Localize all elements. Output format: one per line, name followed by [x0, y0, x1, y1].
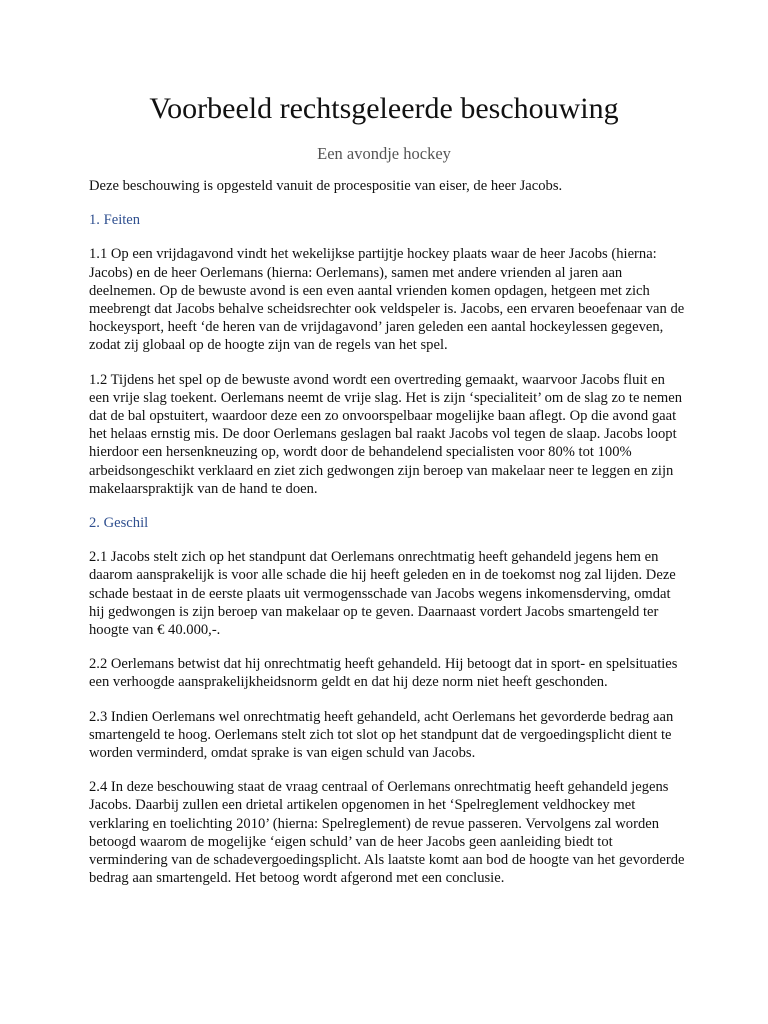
paragraph-2-1: 2.1 Jacobs stelt zich op het standpunt dat Oerlemans onrechtmatig heeft gehandeld jegens hem en daarom aansprakelijk is voor alle schade die hij heeft geleden en in de toekomst nog zal lijden. Deze schade bestaat in de eerste plaats uit vermogensschade van Jacobs wegens inkomensderving, omdat hij gedwongen is zijn beroep van makelaar op te geven. Daarnaast vordert Jacobs smartengeld ter hoogte van € 40.000,-.	[89, 549, 676, 639]
paragraph-2-3: 2.3 Indien Oerlemans wel onrechtmatig heeft gehandeld, acht Oerlemans het gevorderde bedrag aan smartengeld te hoog. Oerlemans stelt zich tot slot op het standpunt dat de vergoedingsplicht dient te worden verminderd, omdat sprake is van eigen schuld van Jacobs.	[89, 708, 674, 762]
section-heading-feiten: 1. Feiten	[89, 212, 141, 229]
intro-paragraph: Deze beschouwing is opgesteld vanuit de procespositie van eiser, de heer Jacobs.	[89, 178, 563, 194]
paragraph-2-2: 2.2 Oerlemans betwist dat hij onrechtmatig heeft gehandeld. Hij betoogt dat in sport- en spelsituaties een verhoogde aansprakelijkheidsnorm geldt en dat hij deze norm niet heeft geschonden.	[89, 656, 678, 691]
paragraph-1-2: 1.2 Tijdens het spel op de bewuste avond wordt een overtreding gemaakt, waarvoor Jacobs fluit en een vrije slag toekent. Oerlemans neemt de vrije slag. Het is zijn ‘specialiteit’ om de slag zo te nemen dat de bal opstuitert, waardoor deze een zo onvoorspelbaar mogelijke baan aflegt. Op die avond gaat het helaas ernstig mis. De door Oerlemans geslagen bal raakt Jacobs vol tegen de slaap. Jacobs loopt hierdoor een hersenkneuzing op, wordt door de behandelend specialisten voor 80% tot 100% arbeidsongeschikt verklaard en ziet zich gedwongen zijn beroep van makelaar neer te leggen en zijn makelaarspraktijk van de hand te doen.	[89, 371, 682, 497]
document-subtitle: Een avondje hockey	[317, 144, 451, 163]
document-body	[89, 177, 687, 904]
document-title: Voorbeeld rechtsgeleerde beschouwing	[149, 92, 619, 125]
paragraph-1-1: 1.1 Op een vrijdagavond vindt het wekelijkse partijtje hockey plaats waar de heer Jacobs (hierna: Jacobs) en de heer Oerlemans (hierna: Oerlemans), samen met andere vrienden al jaren aan deelnemen. Op de bewuste avond is een even aantal vrienden komen opdagen, hetgeen met zich meebrengt dat Jacobs behalve scheidsrechter ook veldspeler is. Jacobs, een ervaren beoefenaar van de hockeysport, heeft ‘de heren van de vrijdagavond’ jaren geleden een aantal hockeylessen gegeven, zodat zij globaal op de hoogte zijn van de regels van het spel.	[89, 246, 685, 354]
section-heading-geschil: 2. Geschil	[89, 515, 149, 532]
paragraph-2-4: 2.4 In deze beschouwing staat de vraag centraal of Oerlemans onrechtmatig heeft gehandeld jegens Jacobs. Daarbij zullen een drietal artikelen opgenomen in het ‘Spelreglement veldhockey met verklaring en toelichting 2010’ (hierna: Spelreglement) de revue passeren. Vervolgens zal worden betoogd waarom de mogelijke ‘eigen schuld’ van de heer Jacobs geen aanleiding biedt tot vermindering van de schadevergoedingsplicht. Als laatste komt aan bod de hoogte van het gevorderde bedrag aan smartengeld. Het betoog wordt afgerond met een conclusie.	[89, 779, 685, 887]
